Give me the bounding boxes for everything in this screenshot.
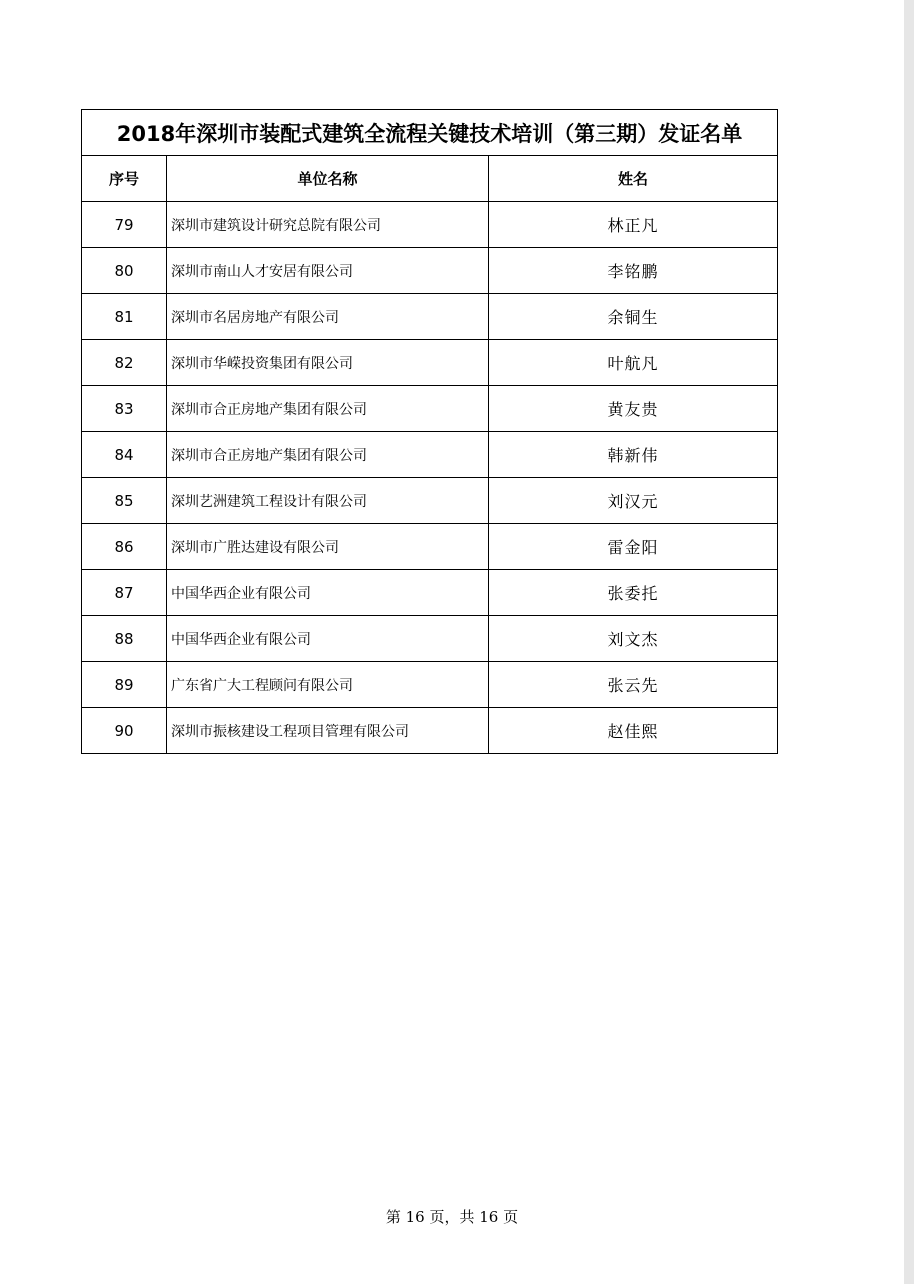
cell-unit-name: 深圳市名居房地产有限公司 — [167, 294, 489, 340]
cell-unit-name: 深圳市南山人才安居有限公司 — [167, 248, 489, 294]
cell-serial-number: 85 — [82, 478, 167, 524]
cell-person-name: 余铜生 — [489, 294, 778, 340]
table-row — [82, 432, 778, 478]
title-row — [82, 110, 778, 156]
cell-serial-number: 84 — [82, 432, 167, 478]
cell-unit-name: 中国华西企业有限公司 — [167, 616, 489, 662]
cell-unit-name: 深圳市振核建设工程项目管理有限公司 — [167, 708, 489, 754]
cell-person-name: 雷金阳 — [489, 524, 778, 570]
cell-unit-name: 广东省广大工程顾问有限公司 — [167, 662, 489, 708]
table-row — [82, 570, 778, 616]
header-person-name: 姓名 — [489, 156, 778, 202]
cell-unit-name: 深圳市合正房地产集团有限公司 — [167, 432, 489, 478]
table-row — [82, 478, 778, 524]
cell-serial-number: 90 — [82, 708, 167, 754]
cell-person-name: 张云先 — [489, 662, 778, 708]
table-row — [82, 386, 778, 432]
cell-unit-name: 深圳艺洲建筑工程设计有限公司 — [167, 478, 489, 524]
cell-serial-number: 86 — [82, 524, 167, 570]
header-unit-name: 单位名称 — [167, 156, 489, 202]
cell-person-name: 刘汉元 — [489, 478, 778, 524]
cell-person-name: 张委托 — [489, 570, 778, 616]
table-row — [82, 524, 778, 570]
cell-person-name: 李铭鹏 — [489, 248, 778, 294]
cell-serial-number: 79 — [82, 202, 167, 248]
table-row — [82, 616, 778, 662]
page-footer: 第 16 页，共 16 页 — [385, 1208, 519, 1226]
cell-serial-number: 87 — [82, 570, 167, 616]
table-row — [82, 294, 778, 340]
cell-person-name: 林正凡 — [489, 202, 778, 248]
cell-unit-name: 中国华西企业有限公司 — [167, 570, 489, 616]
table-row — [82, 248, 778, 294]
table-row — [82, 708, 778, 754]
cell-serial-number: 80 — [82, 248, 167, 294]
cell-person-name: 赵佳熙 — [489, 708, 778, 754]
table-title: 2018年深圳市装配式建筑全流程关键技术培训（第三期）发证名单 — [82, 110, 778, 156]
header-row — [82, 156, 778, 202]
cell-unit-name: 深圳市合正房地产集团有限公司 — [167, 386, 489, 432]
cell-serial-number: 81 — [82, 294, 167, 340]
cell-serial-number: 88 — [82, 616, 167, 662]
table-row — [82, 340, 778, 386]
cell-person-name: 韩新伟 — [489, 432, 778, 478]
table-row — [82, 662, 778, 708]
cell-person-name: 刘文杰 — [489, 616, 778, 662]
header-serial-number: 序号 — [82, 156, 167, 202]
cell-serial-number: 83 — [82, 386, 167, 432]
cell-serial-number: 82 — [82, 340, 167, 386]
cell-unit-name: 深圳市广胜达建设有限公司 — [167, 524, 489, 570]
cell-person-name: 叶航凡 — [489, 340, 778, 386]
certificate-roster-table — [81, 109, 778, 754]
cell-unit-name: 深圳市建筑设计研究总院有限公司 — [167, 202, 489, 248]
cell-serial-number: 89 — [82, 662, 167, 708]
table-row — [82, 202, 778, 248]
cell-person-name: 黄友贵 — [489, 386, 778, 432]
cell-unit-name: 深圳市华嵘投资集团有限公司 — [167, 340, 489, 386]
page-edge-shadow — [904, 0, 914, 1284]
